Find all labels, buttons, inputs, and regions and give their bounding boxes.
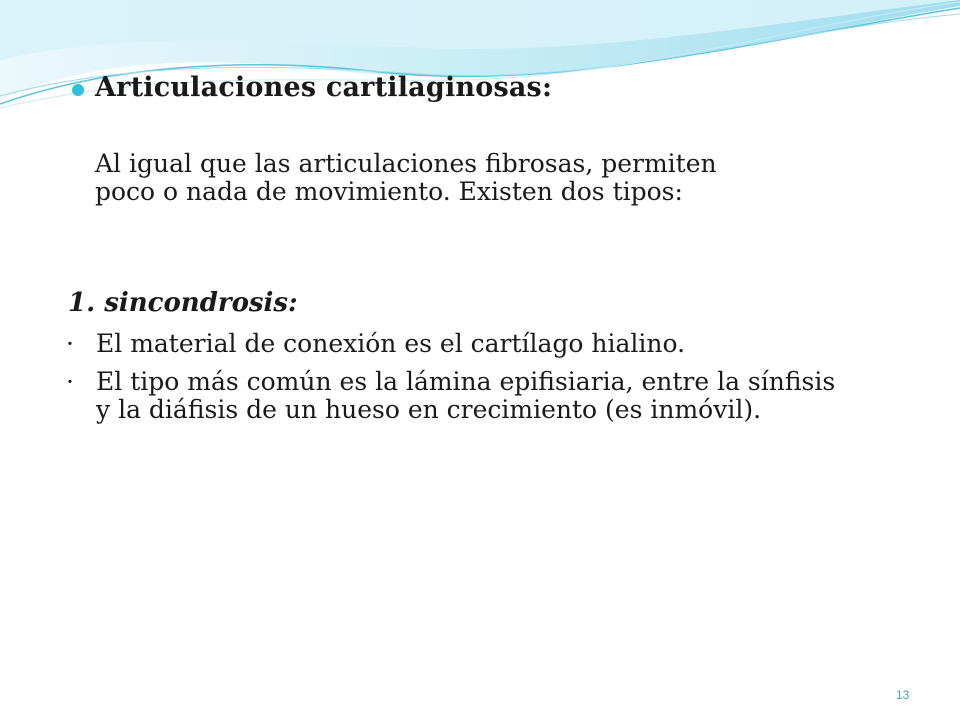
intro-line-1: Al igual que las articulaciones fibrosas, permiten	[95, 149, 717, 178]
slide-heading: Articulaciones cartilaginosas:	[95, 72, 553, 103]
point-marker: ·	[66, 329, 74, 358]
list-item-text: El material de conexión es el cartílago hialino.	[96, 329, 686, 358]
page-number: 13	[896, 688, 910, 702]
intro-paragraph	[95, 150, 875, 206]
list-item	[66, 368, 856, 424]
intro-line-2: poco o nada de movimiento. Existen dos tipos:	[95, 177, 683, 206]
bullet-dot	[72, 84, 84, 96]
list-item	[66, 330, 856, 358]
point-marker: ·	[66, 367, 74, 396]
subheading: 1. sincondrosis:	[68, 288, 298, 318]
list-item-text: El tipo más común es la lámina epifisiaria, entre la sínfisis y la diáfisis de un hueso en crecimiento (es inmóvil).	[96, 367, 836, 424]
